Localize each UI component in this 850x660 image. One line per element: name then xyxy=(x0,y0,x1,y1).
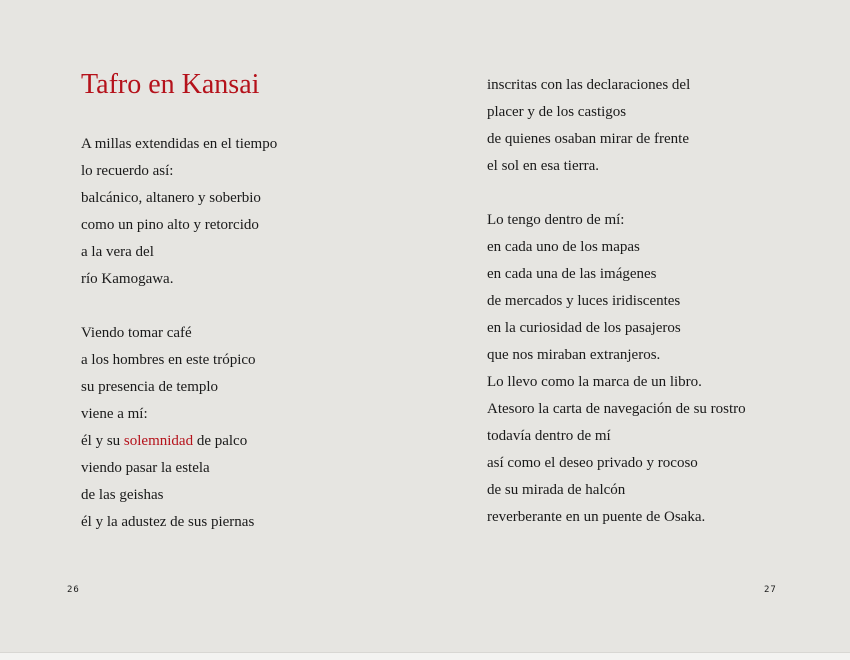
poem-line: balcánico, altanero y soberbio xyxy=(81,190,261,206)
page-number-left: 26 xyxy=(67,585,80,595)
left-stanza-2 xyxy=(81,320,256,536)
left-page xyxy=(0,0,425,652)
poem-line: su presencia de templo xyxy=(81,379,219,395)
poem-line: Atesoro la carta de navegación de su rostro xyxy=(487,401,746,417)
right-stanza-2 xyxy=(487,207,746,531)
poem-line: de su mirada de halcón xyxy=(487,482,626,498)
poem-line: en la curiosidad de los pasajeros xyxy=(487,320,681,336)
poem-line: de quienes osaban mirar de frente xyxy=(487,131,689,147)
poem-line-accented xyxy=(81,428,256,455)
poem-line: en cada uno de los mapas xyxy=(487,239,640,255)
poem-line: en cada una de las imágenes xyxy=(487,266,657,282)
line-text-after: de palco xyxy=(193,433,248,449)
poem-line: inscritas con las declaraciones del xyxy=(487,77,691,93)
poem-line: así como el deseo privado y rocoso xyxy=(487,455,698,471)
page-number-right: 27 xyxy=(764,585,777,595)
poem-line: lo recuerdo así: xyxy=(81,163,174,179)
poem-line: él y la adustez de sus piernas xyxy=(81,514,255,530)
right-stanza-1 xyxy=(487,72,690,180)
left-stanza-1 xyxy=(81,131,277,293)
poem-line: que nos miraban extranjeros. xyxy=(487,347,661,363)
poem-title: Tafro en Kansai xyxy=(81,69,260,100)
poem-line: viene a mí: xyxy=(81,406,148,422)
poem-line: de las geishas xyxy=(81,487,164,503)
poem-line: como un pino alto y retorcido xyxy=(81,217,259,233)
poem-line: Lo tengo dentro de mí: xyxy=(487,212,625,228)
poem-line: Lo llevo como la marca de un libro. xyxy=(487,374,702,390)
poem-line: río Kamogawa. xyxy=(81,271,174,287)
poem-line: A millas extendidas en el tiempo xyxy=(81,136,278,152)
poem-line: a la vera del xyxy=(81,244,154,260)
poem-line: placer y de los castigos xyxy=(487,104,627,120)
poem-line: el sol en esa tierra. xyxy=(487,158,600,174)
poem-line: Viendo tomar café xyxy=(81,325,192,341)
poem-line: viendo pasar la estela xyxy=(81,460,210,476)
poem-line: de mercados y luces iridiscentes xyxy=(487,293,681,309)
poem-line: todavía dentro de mí xyxy=(487,428,611,444)
line-text-before: él y su xyxy=(81,433,124,449)
highlighted-word: solemnidad xyxy=(123,433,194,449)
poem-line: a los hombres en este trópico xyxy=(81,352,256,368)
poem-line: reverberante en un puente de Osaka. xyxy=(487,509,706,525)
